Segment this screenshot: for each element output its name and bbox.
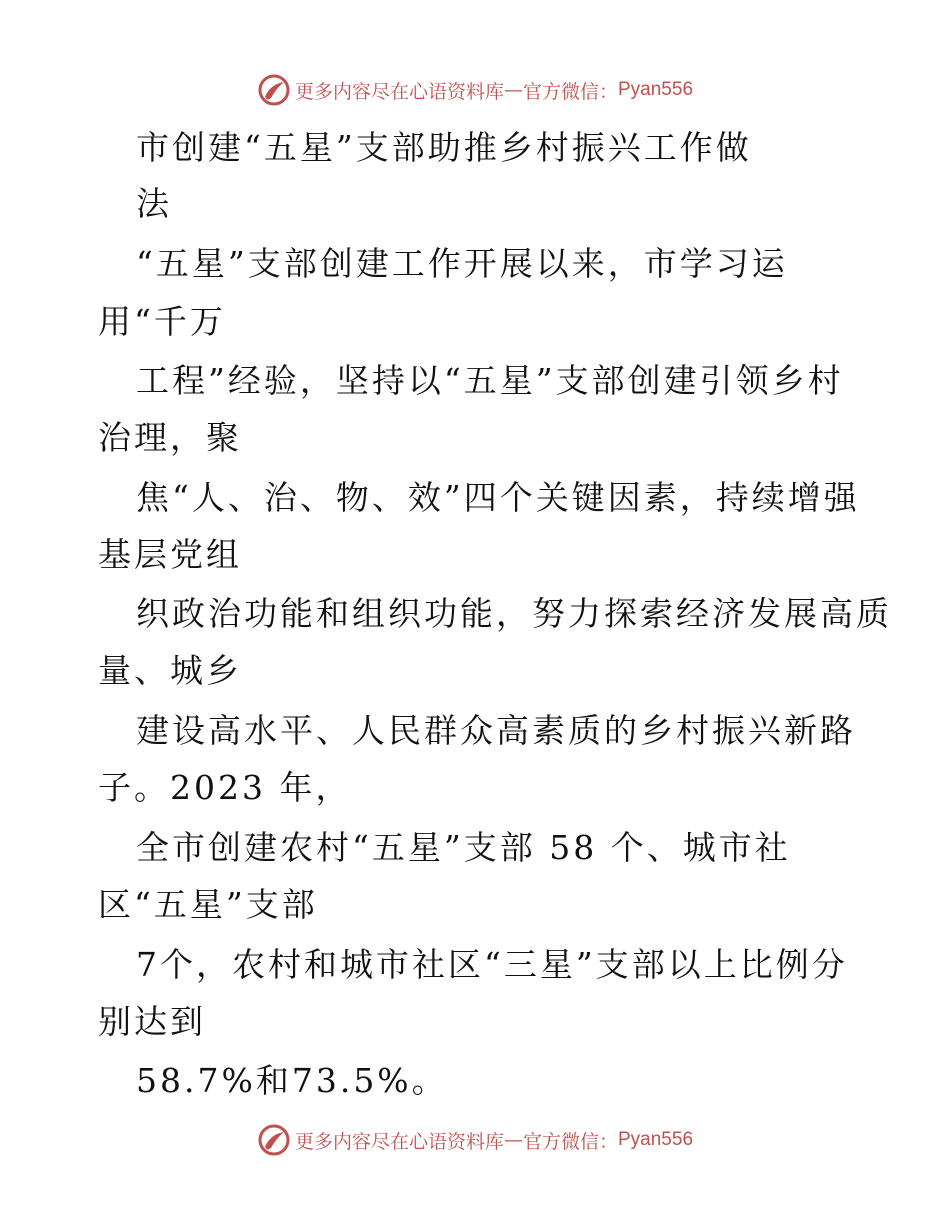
- watermark-separator: —: [503, 1129, 523, 1151]
- text-line: 织政治功能和组织功能，努力探索经济发展高质: [136, 594, 892, 633]
- watermark-wechat-id: Pyan556: [618, 79, 694, 100]
- text-line: 全市创建农村“五星”支部 58 个、城市社: [136, 828, 791, 867]
- text-line: 焦“人、治、物、效”四个关键因素，持续增强: [136, 478, 860, 517]
- text-line: 子。2023 年，: [98, 768, 352, 807]
- text-line: 7个，农村和城市社区“三星”支部以上比例分: [136, 945, 848, 984]
- text-line: 58.7%和73.5%。: [136, 1061, 448, 1100]
- text-line: 用“千万: [98, 302, 226, 341]
- watermark-text: 更多内容尽在心语资料库: [294, 1130, 504, 1153]
- watermark-wechat-id: Pyan556: [618, 1129, 694, 1150]
- header-watermark: [0, 70, 950, 110]
- text-line: 建设高水平、人民群众高素质的乡村振兴新路: [136, 711, 856, 750]
- watermark-wechat-label: 官方微信：: [522, 1130, 618, 1153]
- watermark-text: 更多内容尽在心语资料库: [294, 80, 504, 103]
- text-line: 工程”经验，坚持以“五星”支部创建引领乡村: [136, 361, 844, 400]
- footer-watermark: [0, 1120, 950, 1160]
- text-line: 市创建“五星”支部助推乡村振兴工作做: [136, 128, 752, 167]
- text-line: 基层党组: [98, 535, 242, 574]
- text-line: 法: [136, 184, 172, 223]
- pen-seal-logo-icon: [257, 1123, 291, 1157]
- pen-seal-logo-icon: [257, 73, 291, 107]
- watermark-wechat-label: 官方微信：: [522, 80, 618, 103]
- text-line: 别达到: [98, 1002, 206, 1041]
- text-line: 量、城乡: [98, 651, 242, 690]
- watermark-separator: —: [503, 79, 523, 101]
- text-line: 治理，聚: [98, 418, 242, 457]
- text-line: “五星”支部创建工作开展以来，市学习运: [136, 244, 788, 283]
- text-line: 区“五星”支部: [98, 885, 318, 924]
